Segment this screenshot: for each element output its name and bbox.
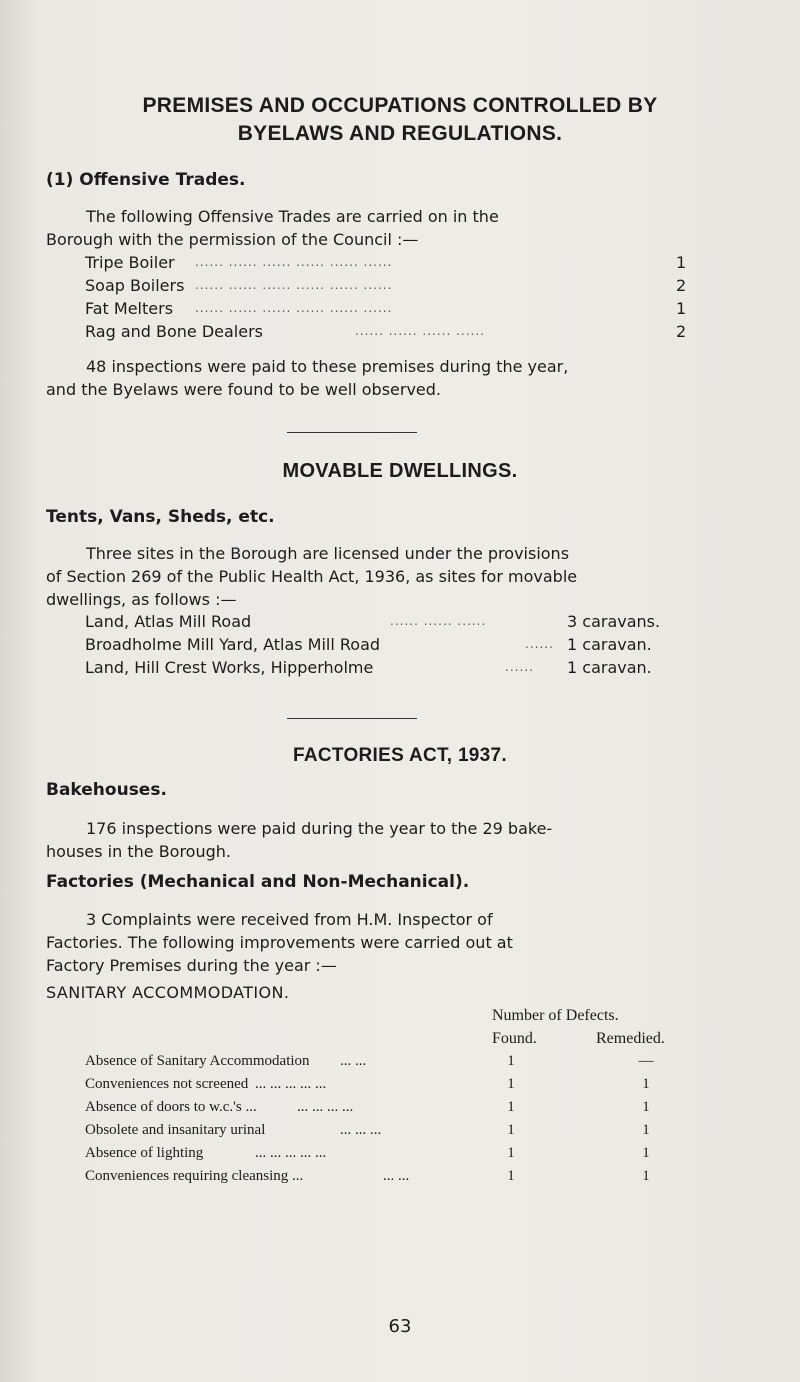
- list-item: Tripe Boiler ...... ...... ...... ...... ...... ......: [85, 253, 393, 272]
- table-row: Obsolete and insanitary urinal ... ... ...: [85, 1122, 382, 1138]
- table-group-header: Number of Defects.: [492, 1007, 619, 1024]
- list-item: Broadholme Mill Yard, Atlas Mill Road ......: [85, 635, 554, 654]
- table-row: Conveniences requiring cleansing ... ... ...: [85, 1168, 410, 1184]
- movable-dwellings-title: MOVABLE DWELLINGS.: [282, 460, 518, 482]
- list-item: Land, Hill Crest Works, Hipperholme ......: [85, 658, 534, 677]
- section-divider: [287, 718, 417, 719]
- remedied-cell: 1: [642, 1099, 650, 1115]
- fact-line-3: Factory Premises during the year :—: [46, 956, 337, 975]
- factories-act-title: FACTORIES ACT, 1937.: [292, 745, 507, 766]
- list-item: Fat Melters ...... ...... ...... ...... ...... ......: [85, 299, 393, 318]
- table-row: Conveniences not screened ... ... ... ... ...: [85, 1076, 327, 1092]
- movable-paragraph: [46, 542, 686, 611]
- remedied-cell: —: [638, 1053, 654, 1069]
- found-cell: 1: [507, 1122, 515, 1138]
- site-caravan-count: 1 caravan.: [567, 658, 652, 677]
- found-cell: 1: [507, 1145, 515, 1161]
- list-item: Land, Atlas Mill Road ...... ...... ......: [85, 612, 487, 631]
- movable-para-line-3: dwellings, as follows :—: [46, 590, 237, 609]
- page-title-line-1: PREMISES AND OCCUPATIONS CONTROLLED BY: [142, 94, 658, 117]
- table-row: Absence of lighting ... ... ... ... ...: [85, 1145, 327, 1161]
- remedied-cell: 1: [642, 1122, 650, 1138]
- movable-subheading: Tents, Vans, Sheds, etc.: [46, 507, 275, 527]
- column-header-remedied: Remedied.: [596, 1030, 665, 1047]
- movable-para-line-2: of Section 269 of the Public Health Act, 1936, as sites for movable: [46, 567, 578, 586]
- page-title-line-2: BYELAWS AND REGULATIONS.: [237, 122, 563, 145]
- list-item: Soap Boilers ...... ...... ...... ...... ...... ......: [85, 276, 393, 295]
- factories-heading: Factories (Mechanical and Non-Mechanical).: [46, 872, 470, 892]
- trade-count: 2: [676, 276, 687, 295]
- column-header-found: Found.: [492, 1030, 537, 1047]
- bakehouses-heading: Bakehouses.: [46, 780, 167, 800]
- remedied-cell: 1: [642, 1076, 650, 1092]
- offensive-summary: [46, 355, 686, 401]
- found-cell: 1: [507, 1168, 515, 1184]
- table-row: Absence of Sanitary Accommodation ... ...: [85, 1053, 367, 1069]
- found-cell: 1: [507, 1076, 515, 1092]
- found-cell: 1: [507, 1053, 515, 1069]
- bakehouses-paragraph: [46, 817, 686, 863]
- table-row: Absence of doors to w.c.'s ... ... ... ... ...: [85, 1099, 354, 1115]
- fact-line-1: 3 Complaints were received from H.M. Inspector of: [86, 910, 493, 929]
- factories-paragraph: [46, 908, 686, 977]
- bake-line-1: 176 inspections were paid during the year to the 29 bake-: [86, 819, 553, 838]
- section-divider: [287, 432, 417, 433]
- site-caravan-count: 3 caravans.: [567, 612, 661, 631]
- offensive-intro: [46, 205, 686, 251]
- trade-count: 1: [676, 253, 687, 272]
- offensive-summary-line-1: 48 inspections were paid to these premises during the year,: [86, 357, 569, 376]
- remedied-cell: 1: [642, 1168, 650, 1184]
- site-caravan-count: 1 caravan.: [567, 635, 652, 654]
- found-cell: 1: [507, 1099, 515, 1115]
- list-item: Rag and Bone Dealers ...... ...... ...... ......: [85, 322, 485, 341]
- trade-count: 1: [676, 299, 687, 318]
- offensive-trades-heading: (1) Offensive Trades.: [46, 170, 246, 190]
- offensive-intro-line-2: Borough with the permission of the Council :—: [46, 230, 419, 249]
- remedied-cell: 1: [642, 1145, 650, 1161]
- fact-line-2: Factories. The following improvements were carried out at: [46, 933, 513, 952]
- movable-para-line-1: Three sites in the Borough are licensed under the provisions: [86, 544, 570, 563]
- bake-line-2: houses in the Borough.: [46, 842, 231, 861]
- offensive-summary-line-2: and the Byelaws were found to be well observed.: [46, 380, 442, 399]
- offensive-intro-line-1: The following Offensive Trades are carried on in the: [86, 207, 499, 226]
- page-number: 63: [388, 1316, 412, 1337]
- trade-count: 2: [676, 322, 687, 341]
- sanitary-heading: SANITARY ACCOMMODATION.: [46, 983, 290, 1002]
